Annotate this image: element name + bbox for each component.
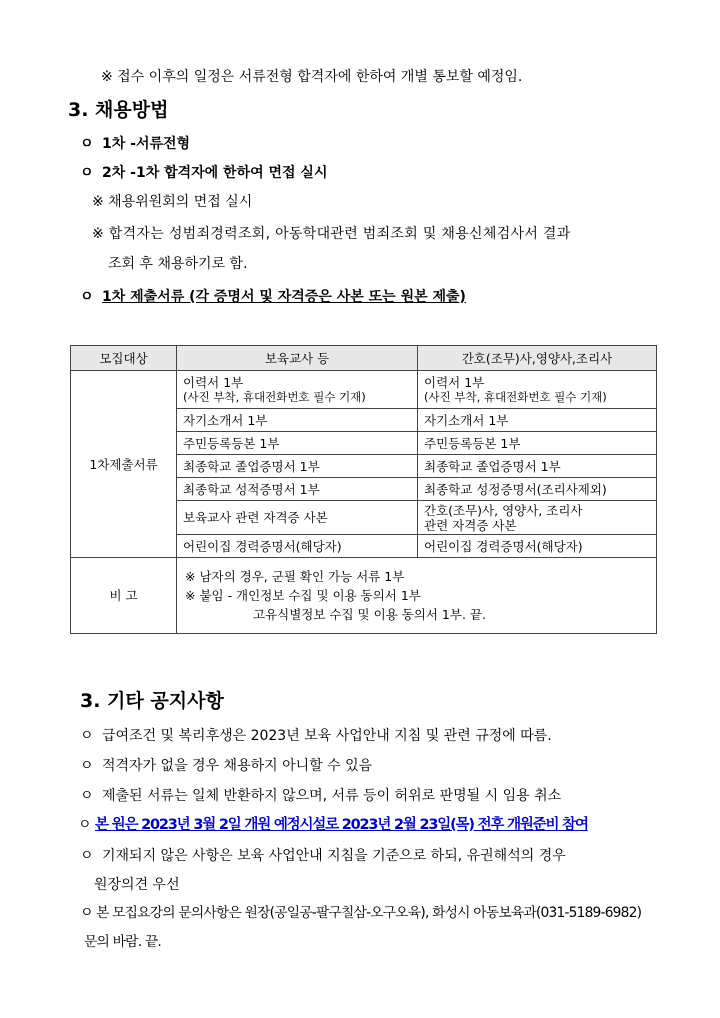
table-cell: 어린이집 경력증명서(해당자)	[418, 535, 657, 558]
list-item-text: 기재되지 않은 사항은 보육 사업안내 지침을 기준으로 하되, 유권해석의 경우	[102, 848, 566, 864]
table-cell: 주민등록등본 1부	[177, 432, 418, 455]
list-item-text: 본 원은 2023년 3월 2일 개원 예정시설로 2023년 2월 23일(목) 전후 개원준비 참여	[95, 817, 588, 833]
bullet-icon: ㅇ	[80, 848, 94, 864]
section-title-other-notices: 3. 기타 공지사항	[80, 690, 224, 712]
list-item-text: 2차 -1차 합격자에 한하여 면접 실시	[102, 165, 328, 181]
table-cell: 자기소개서 1부	[177, 409, 418, 432]
bullet-icon: ㅇ	[80, 905, 94, 921]
bullet-icon: ㅇ	[80, 788, 94, 804]
list-item	[80, 901, 641, 922]
remarks-cell: ※ 남자의 경우, 군필 확인 가능 서류 1부 ※ 붙임 - 개인정보 수집 및 이용 동의서 1부 고유식별정보 수집 및 이용 동의서 1부. 끝.	[177, 558, 657, 634]
table-cell: 최종학교 성적증명서 1부	[177, 478, 418, 501]
table-cell: 최종학교 졸업증명서 1부	[418, 455, 657, 478]
bullet-icon: ㅇ	[80, 728, 94, 744]
table-cell: 최종학교 졸업증명서 1부	[177, 455, 418, 478]
table-header: 보육교사 등	[177, 346, 418, 371]
bullet-icon: ㅇ	[78, 817, 92, 833]
list-item	[80, 845, 566, 865]
note-line: ※ 합격자는 성범죄경력조회, 아동학대관련 범죄조회 및 채용신체검사서 결과	[92, 226, 571, 242]
table-cell: 어린이집 경력증명서(해당자)	[177, 535, 418, 558]
note-line: 조회 후 채용하기로 함.	[108, 256, 248, 272]
list-item	[80, 725, 552, 745]
docs-heading	[80, 286, 466, 306]
table-cell: 주민등록등본 1부	[418, 432, 657, 455]
list-item-continuation: 문의 바람. 끝.	[84, 934, 161, 950]
table-header-row	[71, 346, 657, 371]
table-cell: 자기소개서 1부	[418, 409, 657, 432]
table-cell: 간호(조무)사, 영양사, 조리사 관련 자격증 사본	[418, 501, 657, 535]
list-item-text: 적격자가 없을 경우 채용하지 아니할 수 있음	[102, 758, 373, 774]
list-item-text: 본 모집요강의 문의사항은 원장(공일공-팔구칠삼-오구오육), 화성시 아동보육과(031-5189-6982)	[96, 905, 642, 921]
list-item	[80, 785, 561, 805]
remarks-label: 비 고	[71, 558, 177, 634]
table-cell: 이력서 1부 (사진 부착, 휴대전화번호 필수 기재)	[418, 371, 657, 409]
table-row	[71, 371, 657, 409]
table-row-remarks	[71, 558, 657, 634]
table-cell: 최종학교 성정증명서(조리사제외)	[418, 478, 657, 501]
table-cell: 이력서 1부 (사진 부착, 휴대전화번호 필수 기재)	[177, 371, 418, 409]
bullet-icon: ㅇ	[80, 289, 94, 305]
top-note: ※ 접수 이후의 일정은 서류전형 합격자에 한하여 개별 통보할 예정임.	[101, 69, 523, 85]
bullet-icon: ㅇ	[80, 165, 94, 181]
list-item-text: 1차 -서류전형	[102, 136, 191, 152]
list-item-highlight	[78, 813, 588, 834]
note-line: ※ 채용위원회의 면접 실시	[92, 194, 253, 210]
list-item	[80, 162, 327, 182]
table-cell: 보육교사 관련 자격증 사본	[177, 501, 418, 535]
list-item-text: 제출된 서류는 일체 반환하지 않으며, 서류 등이 허위로 판명될 시 임용 취소	[102, 788, 562, 804]
section-title-hiring-method: 3. 채용방법	[68, 99, 169, 121]
bullet-icon: ㅇ	[80, 136, 94, 152]
list-item-text: 급여조건 및 복리후생은 2023년 보육 사업안내 지침 및 관련 규정에 따름.	[102, 728, 552, 744]
list-item	[80, 133, 190, 153]
row-label: 1차제출서류	[71, 371, 177, 558]
documents-table	[70, 345, 657, 634]
table-header: 간호(조무)사,영양사,조리사	[418, 346, 657, 371]
list-item-continuation: 원장의견 우선	[94, 877, 180, 893]
table-header: 모집대상	[71, 346, 177, 371]
list-item	[80, 755, 372, 775]
bullet-icon: ㅇ	[80, 758, 94, 774]
docs-heading-text: 1차 제출서류 (각 증명서 및 자격증은 사본 또는 원본 제출)	[102, 289, 466, 305]
